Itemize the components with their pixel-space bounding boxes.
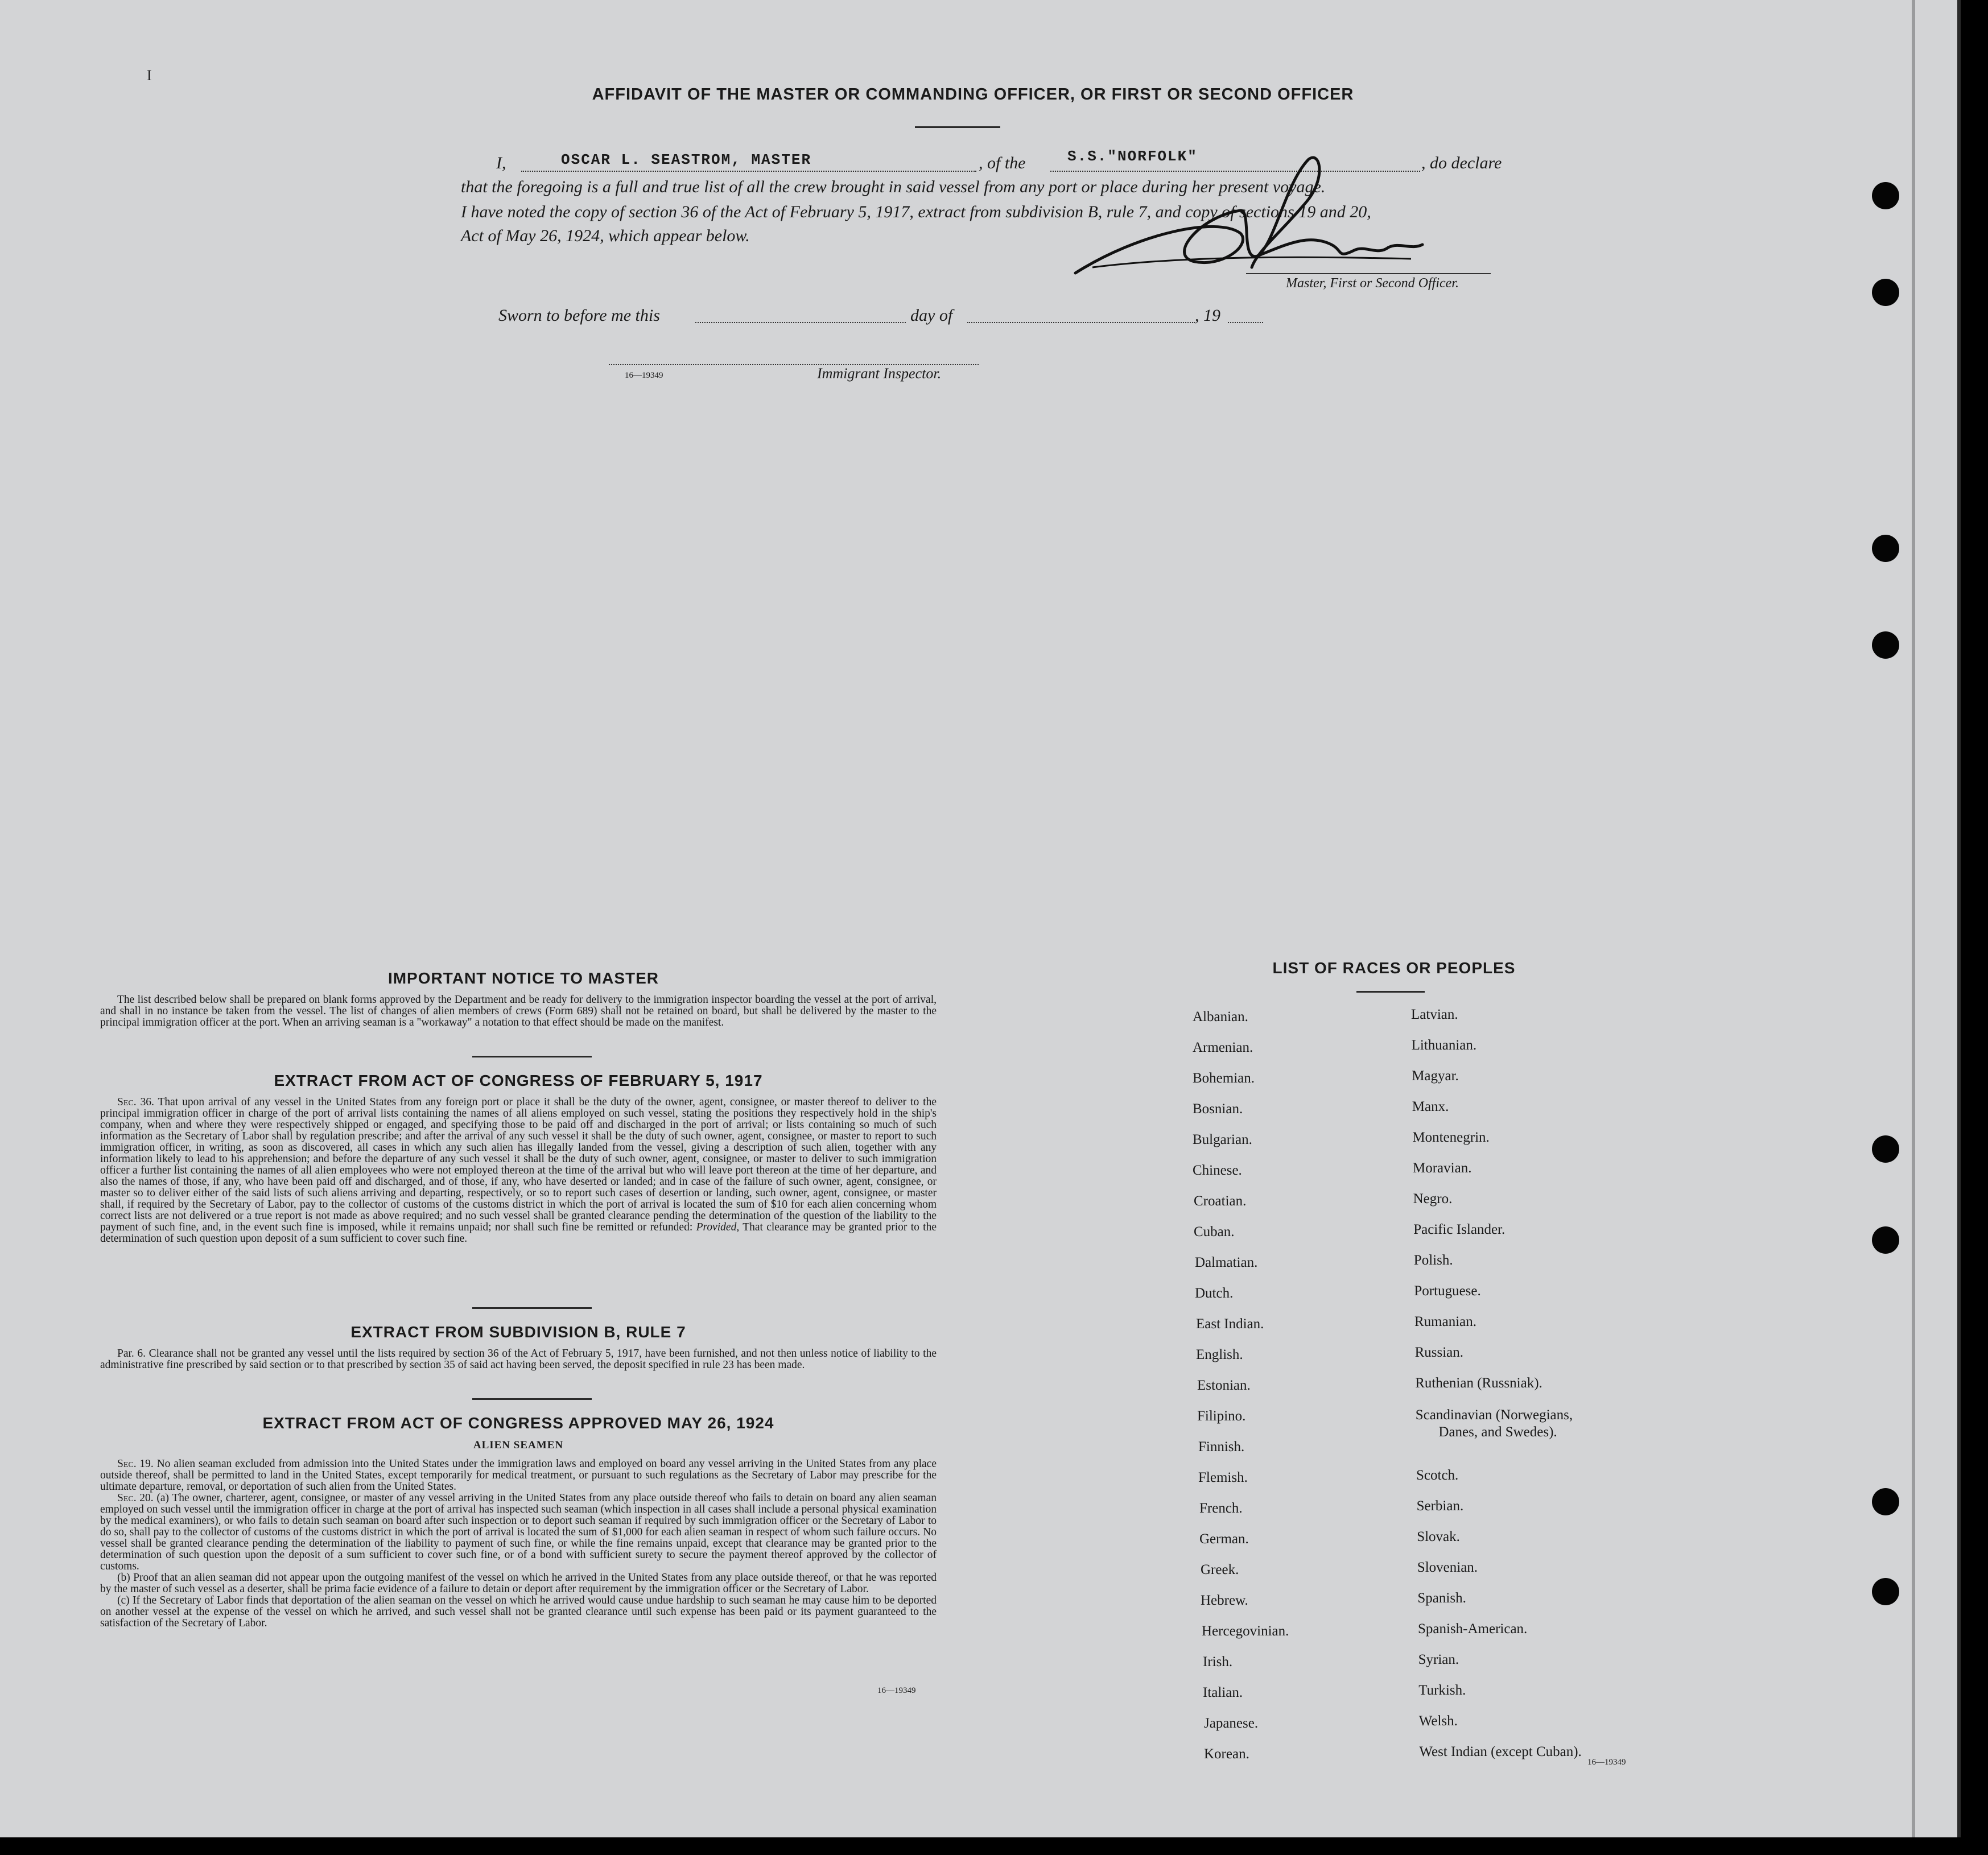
race-item: Hebrew. <box>1201 1593 1248 1608</box>
race-item: Montenegrin. <box>1412 1130 1490 1145</box>
extract-1917-title: EXTRACT FROM ACT OF CONGRESS OF FEBRUARY 5, 1917 <box>274 1072 763 1089</box>
race-item: Negro. <box>1413 1191 1453 1207</box>
alien-seamen-subtitle: ALIEN SEAMEN <box>473 1439 564 1451</box>
signature-label: Master, First or Second Officer. <box>1286 276 1459 291</box>
notice-paragraph: The list described below shall be prepared on blank forms approved by the Department and be ready for delivery to the immigration inspector boarding the vessel at the port of arrival, and shall in no instance be taken from the vessel. The list of changes of alien members of crews (Form 689) shall not be retained on board, but shall be delivered by the master to the principal immigration officer at the port. When an arriving seaman is a "workaway" a notation to that effect should be made on the manifest. <box>100 994 937 1028</box>
provided-word: Provided, <box>696 1221 740 1233</box>
race-item: Filipino. <box>1197 1408 1246 1424</box>
sec-36-label: Sec. 36. <box>117 1096 154 1108</box>
race-item: Croatian. <box>1194 1193 1247 1209</box>
race-item: French. <box>1199 1501 1243 1516</box>
sec-36-text-end: That clearance may be granted prior to the determination of such question upon deposit of a sum sufficient to cover such fine. <box>100 1221 937 1245</box>
affidavit-line-3: I have noted the copy of section 36 of the Act of February 5, 1917, extract from subdivision B, rule 7, and copy of sections 19 and 20, <box>461 203 1371 221</box>
race-item: Cuban. <box>1194 1224 1235 1240</box>
race-item: Turkish. <box>1418 1683 1466 1698</box>
race-item: Welsh. <box>1418 1713 1458 1729</box>
race-item: Greek. <box>1201 1562 1239 1577</box>
race-item: Scotch. <box>1416 1468 1459 1483</box>
race-item: Albanian. <box>1193 1009 1248 1024</box>
race-item: Finnish. <box>1198 1439 1245 1455</box>
race-item: Armenian. <box>1193 1040 1253 1055</box>
sworn-day-line[interactable] <box>695 322 906 323</box>
notice-text <box>100 994 937 1028</box>
sec-20-label: Sec. 20. <box>117 1492 154 1504</box>
day-of-text: day of <box>910 306 953 325</box>
race-item: English. <box>1196 1347 1243 1362</box>
race-item: Dutch. <box>1195 1286 1234 1301</box>
of-the-text: , of the <box>979 154 1026 172</box>
race-item: Syrian. <box>1418 1652 1459 1667</box>
race-item: Ruthenian (Russniak). <box>1415 1375 1542 1391</box>
race-item: Bohemian. <box>1193 1071 1255 1086</box>
inspector-label: Immigrant Inspector. <box>817 365 942 382</box>
race-item: Japanese. <box>1204 1716 1259 1731</box>
race-item: Serbian. <box>1416 1498 1464 1514</box>
race-item: Russian. <box>1414 1345 1464 1360</box>
race-item: Scandinavian (Norwegians, <box>1415 1407 1573 1423</box>
binder-hole <box>1872 1578 1899 1605</box>
affidavit-form-number: 16—19349 <box>625 371 663 380</box>
sworn-text: Sworn to before me this <box>498 306 660 325</box>
sworn-year-line[interactable] <box>1228 322 1263 323</box>
sec-19-text: No alien seaman excluded from admission into the United States under the immigration laws and employed on board any vessel arriving in the United States from any place outside thereof, shall be permitted to land in the United States, except temporarily for medical treatment, or pursuant to such regulations as the Secretary of Labor may prescribe for the ultimate departure, removal, or deportation of such alien from the United States. <box>100 1458 937 1493</box>
binder-hole <box>1872 535 1899 562</box>
race-item: East Indian. <box>1196 1316 1264 1332</box>
race-item: Spanish. <box>1417 1590 1466 1606</box>
race-item: Portuguese. <box>1414 1283 1481 1299</box>
sheet-edge <box>1912 0 1915 1837</box>
notice-divider <box>472 1056 592 1057</box>
race-item: German. <box>1199 1531 1249 1547</box>
race-item: Lithuanian. <box>1411 1038 1477 1053</box>
sec-20c-text: (c) If the Secretary of Labor finds that deportation of the alien seaman on the vessel on which he arrived would cause undue hardship to such seaman he may cause him to be deported on another vessel at the expense of the vessel on which he arrived, and such vessel shall not be granted clearance until such expense has been paid or its payment guaranteed to the satisfaction of the Secretary of Labor. <box>100 1594 937 1629</box>
title-divider <box>915 126 1000 128</box>
sworn-month-line[interactable] <box>967 322 1195 323</box>
binder-hole <box>1872 1488 1899 1515</box>
affidavit-pronoun: I, <box>496 154 506 172</box>
race-item: Pacific Islander. <box>1413 1222 1506 1237</box>
do-declare-text: , do declare <box>1421 154 1502 172</box>
affidavit-line-4: Act of May 26, 1924, which appear below. <box>461 226 750 245</box>
race-item: West Indian (except Cuban). <box>1419 1744 1582 1759</box>
master-name-line <box>521 171 976 172</box>
signature-line <box>1246 273 1491 274</box>
race-item: Dalmatian. <box>1195 1255 1258 1270</box>
race-item: Slovak. <box>1417 1529 1460 1544</box>
extract-1924-title: EXTRACT FROM ACT OF CONGRESS APPROVED MAY 26, 1924 <box>262 1414 774 1432</box>
vessel-field[interactable]: S.S."NORFOLK" <box>1067 148 1198 165</box>
sec-19-label: Sec. 19. <box>117 1458 154 1470</box>
races-title: LIST OF RACES OR PEOPLES <box>1272 959 1516 977</box>
rule-7-title: EXTRACT FROM SUBDIVISION B, RULE 7 <box>350 1323 686 1341</box>
race-item: Bulgarian. <box>1193 1132 1252 1147</box>
race-item: Latvian. <box>1411 1007 1458 1022</box>
race-item: Flemish. <box>1198 1470 1248 1485</box>
sec-36-text: That upon arrival of any vessel in the United States from any foreign port or place it shall be the duty of the owner, agent, consignee, or master thereof to deliver to the principal immigration officer in charge of the port of arrival lists containing the names of all aliens employed on such vessel, stating the positions they respectively hold in the ship's company, when and where they were respectively shipped or engaged, and specifying those to be paid off and discharged in the port of arrival; or lists containing so much of such information as the Secretary of Labor shall by regulation prescribe; and after the arrival of any such vessel it shall be the duty of such owner, agent, consignee, or master to report to such immigration officer, in writing, as soon as discovered, all cases in which any such alien has illegally landed from the vessel, giving a description of such alien, together with any information likely to lead to his apprehension; and before the departure of any such vessel it shall be the duty of such owner, agent, consignee, or master to deliver to such immigration officer a further list containing the names of all alien employees who were not employed thereon at the time of the arrival but who will leave port thereon at the time of her departure, and also the names of those, if any, who have been paid off and discharged, and of those, if any, who have deserted or landed; and in case of the failure of such owner, agent, consignee, or master so to deliver either of the said lists of such aliens arriving and departing, respectively, or so to report such cases of desertion or landing, such owner, agent, consignee, or master shall, if required by the Secretary of Labor, pay to the collector of customs of the customs district in which the port of arrival is located the sum of $10 for each alien concerning whom correct lists are not delivered or a true report is not made as above required; and no such vessel shall be granted clearance pending the determination of the question of the liability to the payment of such fine, and, in the event such fine is imposed, while it remains unpaid; nor shall such fine be remitted or refunded: <box>100 1096 937 1233</box>
extract-1917-divider <box>472 1307 592 1309</box>
master-name-field[interactable]: OSCAR L. SEASTROM, MASTER <box>561 151 812 168</box>
races-divider <box>1356 991 1425 993</box>
race-item: Italian. <box>1203 1685 1243 1700</box>
race-item: Rumanian. <box>1414 1314 1477 1329</box>
sec-20b-text: (b) Proof that an alien seaman did not appear upon the outgoing manifest of the vessel on which he arrived in the United States from any place outside thereof, or that he was reported by the master of such vessel as a deserter, shall be prima facie evidence of a failure to detain or deport after requirement by the immigration officer or the Secretary of Labor. <box>100 1572 937 1595</box>
race-item: Moravian. <box>1413 1160 1472 1176</box>
race-item: Spanish-American. <box>1418 1621 1528 1637</box>
races-form-number: 16—19349 <box>1587 1758 1626 1767</box>
corner-mark: I <box>147 67 152 84</box>
extract-form-number: 16—19349 <box>877 1686 916 1695</box>
extract-1924-text <box>100 1459 937 1629</box>
race-item: Estonian. <box>1197 1378 1251 1393</box>
affidavit-title: AFFIDAVIT OF THE MASTER OR COMMANDING OFFICER, OR FIRST OR SECOND OFFICER <box>592 85 1354 104</box>
rule-7-paragraph: Par. 6. Clearance shall not be granted any vessel until the lists required by section 36 of the Act of February 5, 1917, have been furnished, and not then unless notice of liability to the administrative fine prescribed by said section or to that prescribed by section 35 of said act having been served, the deposit specified in rule 23 has been made. <box>100 1348 937 1371</box>
extract-1917-text <box>100 1097 937 1245</box>
rule-7-text <box>100 1348 937 1371</box>
affidavit-line-2: that the foregoing is a full and true list of all the crew brought in said vessel from any port or place during her present voyage. <box>461 177 1326 196</box>
binder-hole <box>1872 279 1899 306</box>
binder-hole <box>1872 182 1899 209</box>
race-item: Danes, and Swedes). <box>1438 1424 1557 1440</box>
race-item: Manx. <box>1412 1099 1449 1114</box>
rule-7-divider <box>472 1398 592 1400</box>
race-item: Polish. <box>1413 1253 1453 1268</box>
notice-title: IMPORTANT NOTICE TO MASTER <box>387 969 659 987</box>
race-item: Slovenian. <box>1417 1560 1478 1575</box>
binder-hole <box>1872 1226 1899 1254</box>
binder-hole <box>1872 631 1899 659</box>
race-item: Irish. <box>1203 1654 1233 1670</box>
race-item: Chinese. <box>1193 1163 1242 1178</box>
year-prefix: , 19 <box>1195 306 1220 325</box>
race-item: Korean. <box>1204 1746 1249 1762</box>
race-item: Magyar. <box>1412 1068 1459 1084</box>
binder-hole <box>1872 1135 1899 1163</box>
race-item: Bosnian. <box>1193 1101 1243 1117</box>
race-item: Hercegovinian. <box>1202 1623 1289 1639</box>
sec-20a-text: (a) The owner, charterer, agent, consignee, or master of any vessel arriving in the United States from any place outside thereof who fails to detain on board any alien seaman employed on such vessel until the immigration officer in charge at the port of arrival has inspected such seaman (which inspection in all cases shall include a personal physical examination by the medical examiners), or who fails to detain such seaman on board after such inspection or to deport such seaman if required by such immigration officer or the Secretary of Labor to do so, shall pay to the collector of customs of the customs district in which the port of arrival is located the sum of $1,000 for each alien seaman in respect of whom such failure occurs. No vessel shall be granted clearance pending the determination of the liability to payment of such fine, or while the fine remains unpaid, except that clearance may be granted prior to the determination of such question upon the deposit of a sum sufficient to cover such fine, or of a bond with sufficient surety to secure the payment thereof approved by the collector of customs. <box>100 1492 937 1572</box>
